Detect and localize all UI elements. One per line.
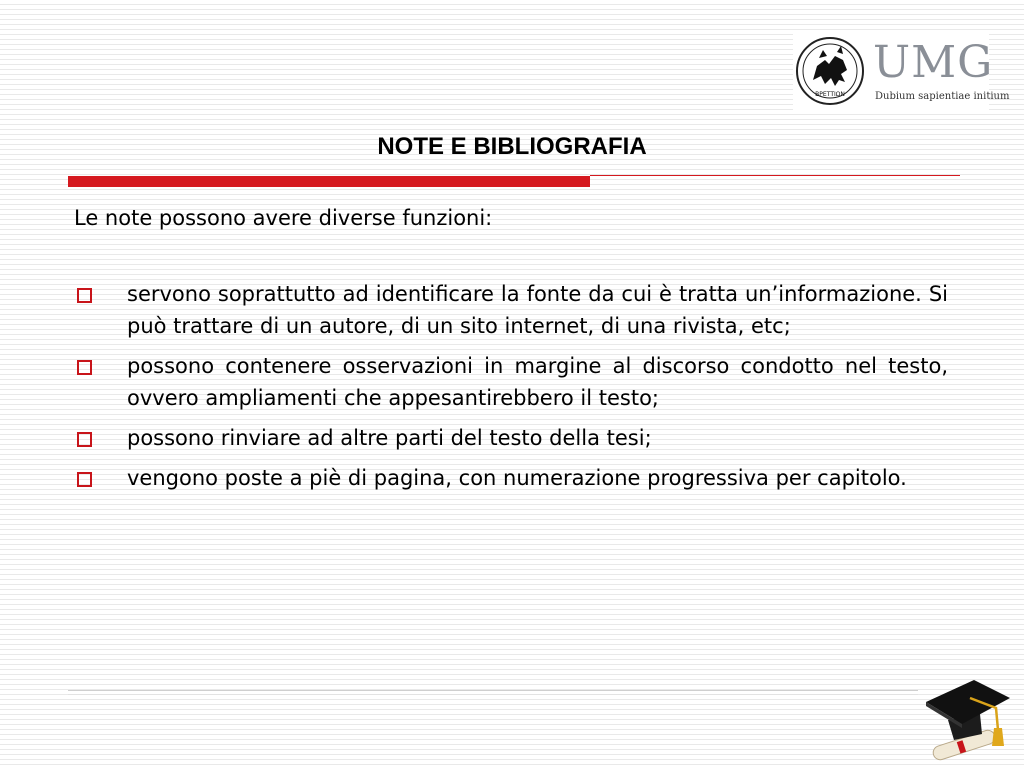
- list-item: [74, 422, 948, 454]
- footer-divider-secondary: [68, 694, 918, 695]
- title-underline-bar: [68, 176, 590, 187]
- university-seal-icon: [795, 36, 865, 106]
- bullet-list: [74, 278, 948, 494]
- footer-divider: [68, 690, 918, 691]
- list-item: [74, 462, 948, 494]
- graduation-cap-diploma-icon: [918, 668, 1024, 768]
- hollow-square-bullet-icon: [77, 432, 92, 447]
- list-item-text: servono soprattutto ad identificare la fonte da cui è tratta un’informazione. Si può trattare di un autore, di un sito internet, di una rivista, etc;: [127, 282, 948, 338]
- logo-wordmark: UMG: [873, 37, 994, 88]
- slide-body: [74, 202, 948, 502]
- list-item-text: vengono poste a piè di pagina, con numerazione progressiva per capitolo.: [127, 466, 907, 490]
- list-item: [74, 350, 948, 414]
- slide-title: NOTE E BIBLIOGRAFIA: [377, 133, 647, 160]
- logo-motto: Dubium sapientiae initium: [875, 91, 1010, 102]
- list-item-text: possono contenere osservazioni in margine al discorso condotto nel testo, ovvero ampliamenti che appesantirebbero il testo;: [127, 354, 948, 410]
- hollow-square-bullet-icon: [77, 288, 92, 303]
- intro-text: Le note possono avere diverse funzioni:: [74, 206, 493, 230]
- university-logo: [793, 34, 1010, 112]
- title-underline-line: [590, 175, 960, 176]
- svg-text:ВРЕТТІΩN: ВРЕТТІΩN: [815, 91, 845, 98]
- hollow-square-bullet-icon: [77, 472, 92, 487]
- list-item-text: possono rinviare ad altre parti del testo della tesi;: [127, 426, 652, 450]
- hollow-square-bullet-icon: [77, 360, 92, 375]
- list-item: [74, 278, 948, 342]
